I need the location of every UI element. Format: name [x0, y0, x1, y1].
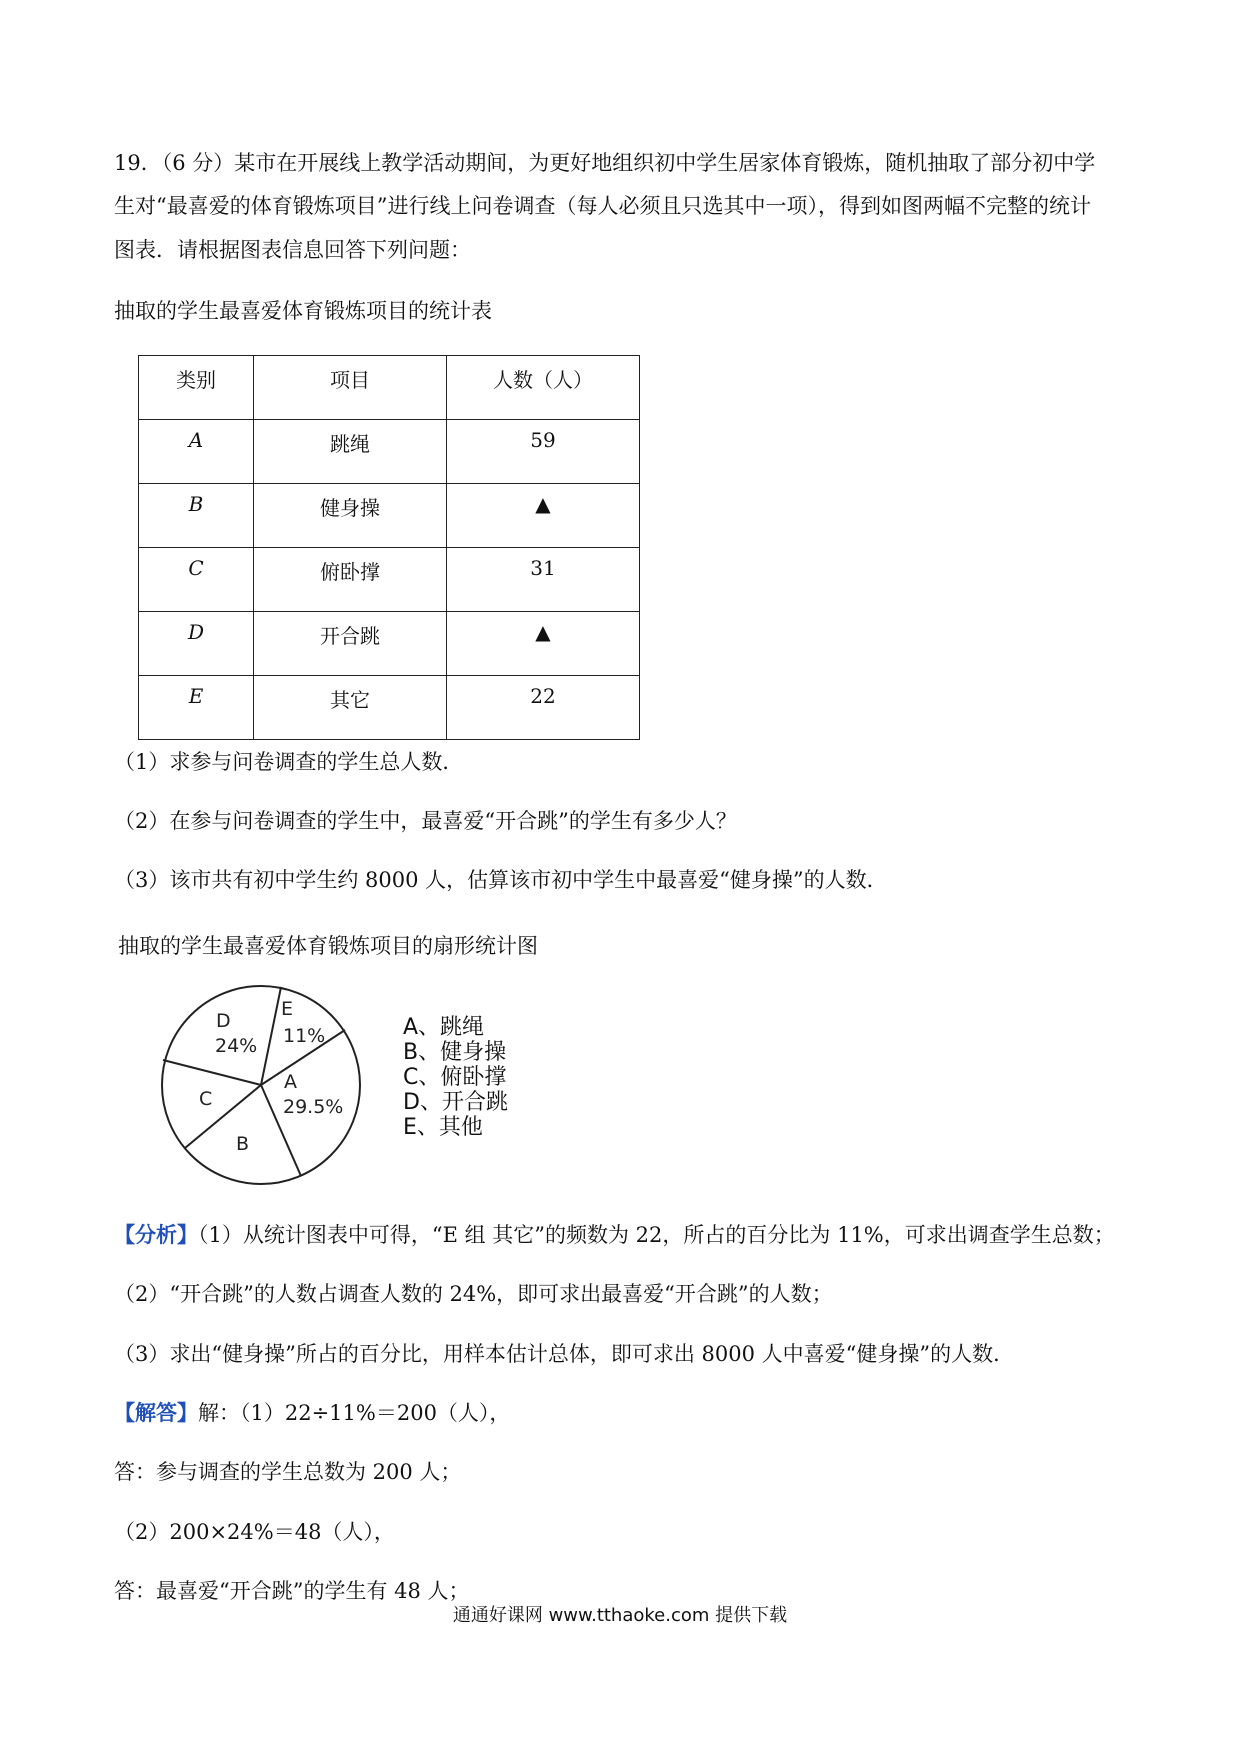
sub-question-1: （1）求参与问卷调查的学生总人数．: [114, 750, 464, 774]
header-cell: 项目: [254, 356, 447, 420]
table-row: [139, 612, 640, 676]
slice-pct-a: 29.5%: [283, 1096, 344, 1118]
item-cell: 俯卧撑: [254, 548, 447, 612]
pie-divider: [185, 1085, 261, 1148]
table-title: 抽取的学生最喜爱体育锻炼项目的统计表: [114, 299, 492, 323]
legend-item: A、跳绳: [403, 1015, 485, 1040]
answer-line-4: 答：最喜爱“开合跳”的学生有 48 人；: [114, 1579, 470, 1603]
table-row: [139, 676, 640, 740]
slice-pct-d: 24%: [215, 1035, 258, 1057]
legend-item: E、其他: [403, 1115, 483, 1140]
table-row: [139, 548, 640, 612]
table-header-row: [139, 356, 640, 420]
legend-item: D、开合跳: [403, 1090, 508, 1115]
pie-chart: [150, 985, 380, 1195]
table-row: [139, 484, 640, 548]
item-cell: 健身操: [254, 484, 447, 548]
pie-legend: [403, 1015, 508, 1140]
answer-tag: 【解答】: [114, 1400, 198, 1425]
slice-label-c: C: [199, 1088, 213, 1110]
answer-line-3: （2）200×24%＝48（人），: [114, 1520, 395, 1544]
slice-label-b: B: [236, 1133, 250, 1155]
pie-chart-title: 抽取的学生最喜爱体育锻炼项目的扇形统计图: [118, 934, 538, 958]
analysis-line-3: （3）求出“健身操”所占的百分比，用样本估计总体，即可求出 8000 人中喜爱“健身操”的人数．: [114, 1342, 1015, 1366]
analysis-line-1: 【分析】（1）从统计图表中可得，“E 组 其它”的频数为 22，所占的百分比为 11%，可求出调查学生总数；: [114, 1222, 1115, 1247]
table-row: [139, 420, 640, 484]
category-cell: A: [139, 420, 254, 484]
category-cell: D: [139, 612, 254, 676]
sub-question-2: （2）在参与问卷调查的学生中，最喜爱“开合跳”的学生有多少人？: [114, 809, 737, 833]
statistics-table: [138, 355, 640, 740]
count-cell: ▲: [447, 484, 640, 548]
sub-question-3: （3）该市共有初中学生约 8000 人，估算该市初中学生中最喜爱“健身操”的人数．: [114, 868, 888, 892]
count-cell: 22: [447, 676, 640, 740]
analysis-line-2: （2）“开合跳”的人数占调查人数的 24%，即可求出最喜爱“开合跳”的人数；: [114, 1282, 833, 1306]
slice-label-a: A: [284, 1071, 297, 1093]
legend-item: C、俯卧撑: [403, 1065, 507, 1090]
answer-line-1: 【解答】解：（1）22÷11%＝200（人），: [114, 1400, 511, 1425]
count-cell: ▲: [447, 612, 640, 676]
legend-item: B、健身操: [403, 1040, 507, 1065]
category-cell: B: [139, 484, 254, 548]
page-footer: 通通好课网 www.tthaoke.com 提供下载: [452, 1605, 788, 1626]
count-cell: 31: [447, 548, 640, 612]
question-line-2: 生对“最喜爱的体育锻炼项目”进行线上问卷调查（每人必须且只选其中一项），得到如图两幅不完整的统计: [114, 194, 1091, 218]
slice-label-d: D: [216, 1010, 231, 1032]
category-cell: C: [139, 548, 254, 612]
item-cell: 跳绳: [254, 420, 447, 484]
analysis-tag: 【分析】: [114, 1222, 198, 1247]
pie-divider: [261, 987, 281, 1085]
item-cell: 开合跳: [254, 612, 447, 676]
count-cell: 59: [447, 420, 640, 484]
question-line-1: 19．（6 分）某市在开展线上教学活动期间，为更好地组织初中学生居家体育锻炼，随机抽取了部分初中学: [114, 151, 1096, 175]
category-cell: E: [139, 676, 254, 740]
answer-line-2: 答：参与调查的学生总数为 200 人；: [114, 1460, 462, 1484]
question-line-3: 图表．请根据图表信息回答下列问题：: [114, 238, 471, 262]
pie-divider: [163, 1060, 261, 1085]
header-cell: 类别: [139, 356, 254, 420]
slice-pct-e: 11%: [283, 1025, 326, 1047]
header-cell: 人数（人）: [447, 356, 640, 420]
item-cell: 其它: [254, 676, 447, 740]
slice-label-e: E: [281, 998, 294, 1020]
